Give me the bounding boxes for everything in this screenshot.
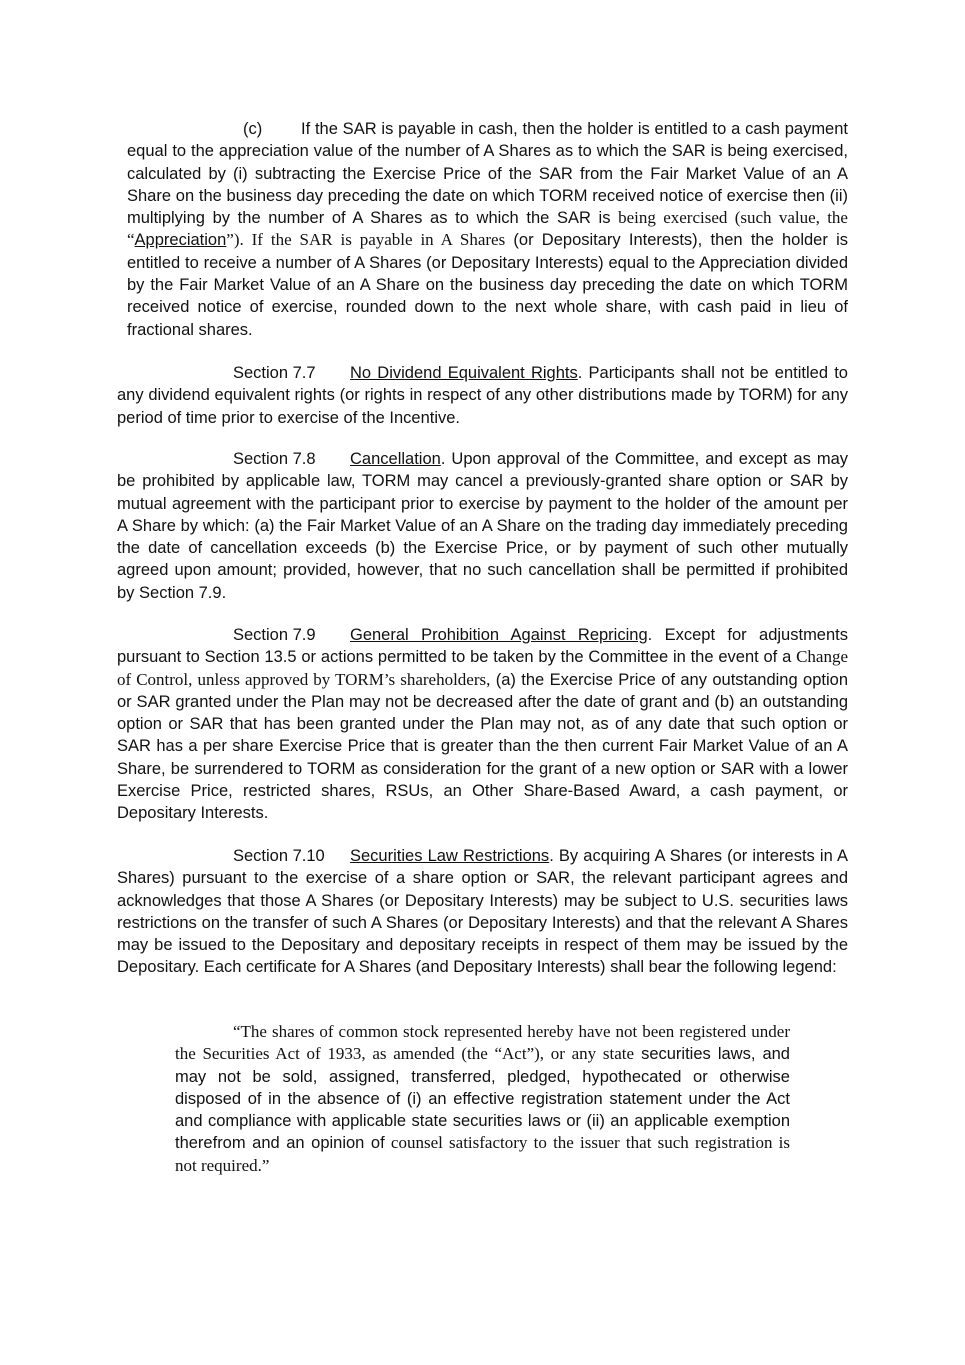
section-number: Section 7.9 (233, 626, 316, 644)
section-number: Section 7.10 (233, 847, 325, 865)
section-body: (a) the Exercise Price of any outstanding option or SAR granted under the Plan may not be decreased after the date of grant and (b) an outstanding option or SAR that has been granted under the Plan may not, as of any date that such option or SAR has a per share Exercise Price that is greater than the then current Fair Market Value of an A Share, be surrendered to TORM as consideration for the grant of a new option or SAR with a lower Exercise Price, restricted shares, RSUs, an Other Share-Based Award, a cash payment, or Depositary Interests. (117, 670, 848, 823)
legend-text: securities laws, and may not be sold, assigned, transferred, pledged, hypothecated or otherwise disposed of in the absence of (i) an effective registration statement under the Act and compliance with applicable state securities laws or (ii) an applicable exemption therefrom and an opinion of (175, 1045, 790, 1153)
paragraph-c (127, 118, 848, 341)
section-number: Section 7.7 (233, 364, 316, 382)
section-7-9 (117, 624, 848, 825)
paragraph-text-serif: being exercised (such value, the “ (127, 208, 848, 250)
legend-text-serif: “The shares of common stock represented hereby have not been registered under the Securities Act of 1933, as amended (the “Act”), or any state (175, 1022, 790, 1064)
section-body: . By acquiring A Shares (or interests in A Shares) pursuant to the exercise of a share option or SAR, the relevant participant agrees and acknowledges that those A Shares (or Depositary Interests) may be subject to U.S. securities laws restrictions on the transfer of such A Shares (or Depositary Interests) and that the relevant A Shares may be issued to the Depositary and depositary receipts in respect of them may be issued by the Depositary. Each certificate for A Shares (and Depositary Interests) shall bear the following legend: (117, 847, 848, 977)
securities-legend (175, 1021, 790, 1177)
paragraph-text: If the SAR is payable in cash, then the holder is entitled to a cash payment equal to the appreciation value of the number of A Shares as to which the SAR is being exercised, calculated by (i) subtracting the Exercise Price of the SAR from the Fair Market Value of an A Share on the business day preceding the date on which TORM received notice of exercise then (ii) multiplying by the number of A Shares as to which the SAR is (127, 120, 848, 228)
section-7-10 (117, 845, 848, 979)
section-title: General Prohibition Against Repricing (350, 626, 648, 644)
section-7-7 (117, 362, 848, 429)
section-title: Cancellation (350, 450, 441, 468)
section-body-serif: Change of Control, unless approved by TORM’s shareholders, (117, 647, 848, 689)
legend-text-serif: counsel satisfactory to the issuer that such registration is not required.” (175, 1133, 791, 1175)
paragraph-text: (or Depositary Interests), then the holder is entitled to receive a number of A Shares (or Depositary Interests) equal to the Appreciation divided by the Fair Market Value of an A Share on the business day preceding the date on which TORM received notice of exercise, rounded down to the next whole share, with cash paid in lieu of fractional shares. (127, 231, 848, 339)
section-number: Section 7.8 (233, 450, 316, 468)
paragraph-text-serif: ”). If the SAR is payable in A Shares (226, 230, 506, 250)
section-body: . Participants shall not be entitled to any dividend equivalent rights (or rights in respect of any other distributions made by TORM) for any period of time prior to exercise of the Incentive. (117, 364, 848, 427)
defined-term-appreciation: Appreciation (134, 231, 227, 250)
section-title: Securities Law Restrictions (350, 847, 550, 865)
section-7-8 (117, 448, 848, 604)
section-title: No Dividend Equivalent Rights (350, 364, 578, 382)
paragraph-label: (c) (243, 120, 263, 138)
section-body: . Upon approval of the Committee, and except as may be prohibited by applicable law, TORM may cancel a previously-granted share option or SAR by mutual agreement with the participant prior to exercise by payment to the holder of the amount per A Share by which: (a) the Fair Market Value of an A Share on the trading day immediately preceding the date of cancellation exceeds (b) the Exercise Price, or by payment of such other mutually agreed upon amount; provided, however, that no such cancellation shall be permitted if prohibited by Section 7.9. (117, 450, 848, 602)
section-body: . Except for adjustments pursuant to Section 13.5 or actions permitted to be taken by the Committee in the event of a (117, 626, 848, 667)
